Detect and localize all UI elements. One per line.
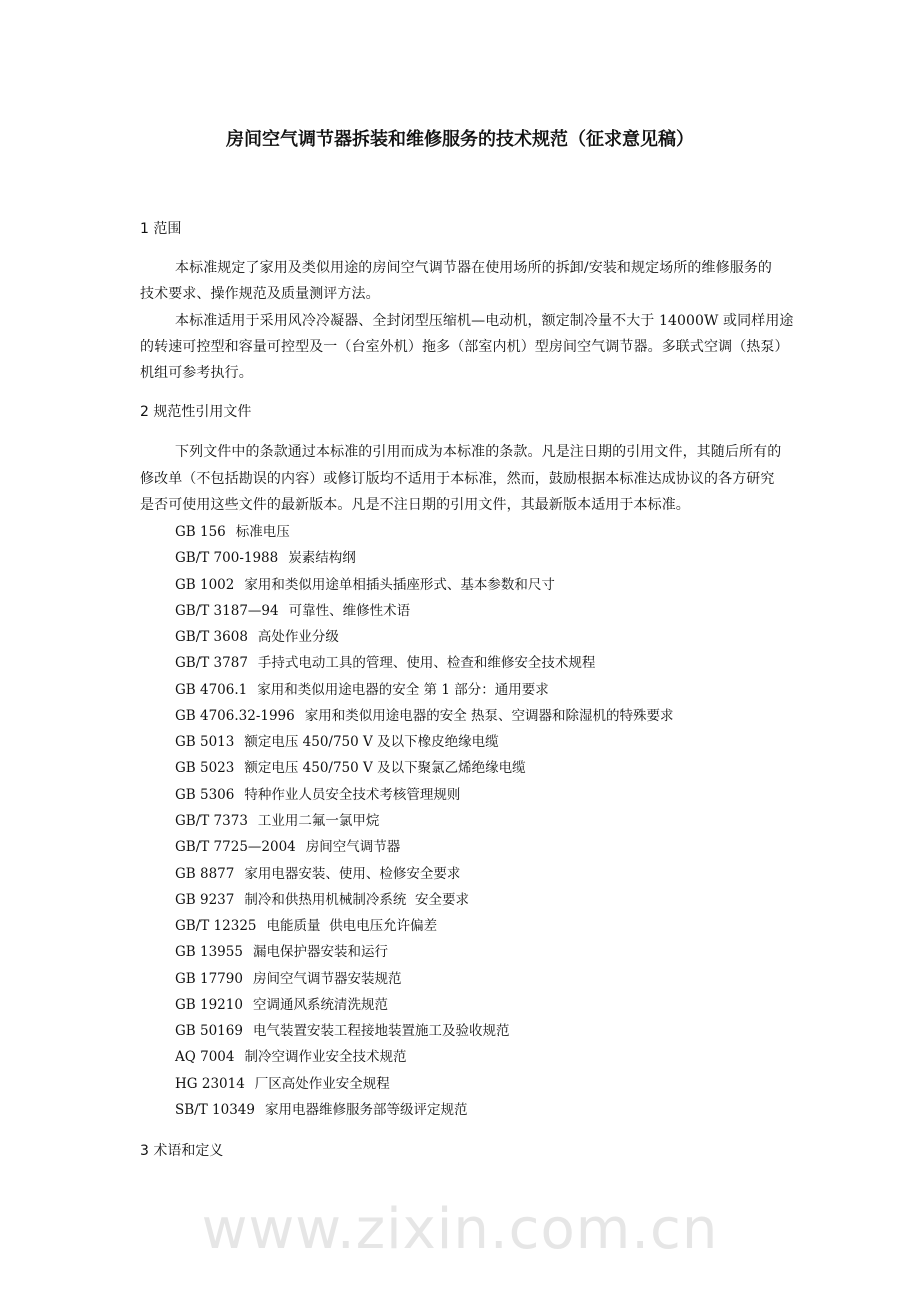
reference-item: [175, 680, 549, 700]
paragraph-line: 修改单（不包括勘误的内容）或修订版均不适用于本标准，然而，鼓励根据本标准达成协议的各方研究: [140, 471, 775, 487]
reference-item: [175, 522, 290, 542]
reference-item: [175, 864, 460, 884]
reference-name: 房间空气调节器: [305, 839, 401, 856]
reference-code: GB 5023: [175, 760, 235, 777]
reference-code: AQ 7004: [175, 1049, 235, 1066]
reference-code: GB 8877: [175, 865, 235, 882]
reference-name: 手持式电动工具的管理、使用、检查和维修安全技术规程: [257, 655, 596, 672]
paragraph-line: 技术要求、操作规范及质量测评方法。: [140, 286, 380, 302]
reference-item: [175, 837, 400, 857]
reference-code: GB 5013: [175, 734, 235, 751]
paragraph-line: 本标准规定了家用及类似用途的房间空气调节器在使用场所的拆卸/安装和规定场所的维修服务的: [175, 260, 773, 276]
reference-item: [175, 785, 460, 805]
reference-item: [175, 706, 674, 726]
reference-code: GB/T 700-1988: [175, 550, 279, 567]
reference-name: 厂区高处作业安全规程: [254, 1075, 390, 1092]
reference-code: GB/T 3787: [175, 655, 248, 672]
reference-code: GB/T 3187—94: [175, 602, 279, 619]
reference-item: [175, 916, 437, 936]
reference-name: 家用和类似用途电器的安全 热泵、空调器和除湿机的特殊要求: [304, 707, 674, 724]
reference-code: SB/T 10349: [175, 1101, 255, 1118]
reference-item: [175, 548, 356, 568]
paragraph-line: 下列文件中的条款通过本标准的引用而成为本标准的条款。凡是注日期的引用文件，其随后所有的: [175, 444, 782, 460]
reference-item: [175, 1047, 406, 1067]
reference-name: 高处作业分级: [257, 629, 339, 646]
reference-code: GB/T 7725—2004: [175, 839, 296, 856]
reference-item: [175, 575, 555, 595]
reference-item: [175, 1021, 509, 1041]
reference-name: 家用和类似用途单相插头插座形式、基本参数和尺寸: [244, 576, 555, 593]
watermark: www.zixin.com.cn: [201, 1197, 719, 1262]
reference-name: 漏电保护器安装和运行: [252, 944, 388, 961]
reference-name: 额定电压 450/750 V 及以下聚氯乙烯绝缘电缆: [244, 760, 526, 777]
reference-name: 炭素结构纲: [288, 550, 356, 567]
section-heading-normative-references: 2 规范性引用文件: [140, 404, 252, 420]
reference-item: [175, 942, 388, 962]
reference-name: 家用电器维修服务部等级评定规范: [264, 1101, 468, 1118]
reference-name: 房间空气调节器安装规范: [252, 970, 402, 987]
reference-name: 特种作业人员安全技术考核管理规则: [244, 786, 461, 803]
reference-item: [175, 890, 469, 910]
reference-code: GB 4706.1: [175, 681, 248, 698]
reference-code: GB 156: [175, 524, 226, 540]
reference-code: GB/T 7373: [175, 812, 248, 829]
reference-name: 家用电器安装、使用、检修安全要求: [244, 865, 461, 882]
reference-code: GB 50169: [175, 1023, 243, 1040]
reference-code: GB 19210: [175, 996, 243, 1013]
paragraph-line: 的转速可控型和容量可控型及一（台室外机）拖多（部室内机）型房间空气调节器。多联式空调（热泵）: [140, 339, 789, 355]
reference-code: HG 23014: [175, 1075, 245, 1092]
reference-code: GB/T 3608: [175, 629, 248, 646]
reference-code: GB 4706.32-1996: [175, 707, 295, 724]
reference-item: [175, 1074, 390, 1094]
paragraph-line: 本标准适用于采用风冷冷凝器、全封闭型压缩机—电动机，额定制冷量不大于 14000W 或同样用途: [175, 313, 794, 329]
reference-item: [175, 811, 379, 831]
reference-item: [175, 758, 526, 778]
reference-name: 电能质量 供电电压允许偏差: [266, 918, 438, 935]
reference-code: GB 5306: [175, 786, 235, 803]
reference-code: GB 1002: [175, 576, 235, 593]
reference-name: 可靠性、维修性术语: [288, 602, 411, 619]
reference-item: [175, 969, 401, 989]
reference-item: [175, 627, 339, 647]
reference-name: 空调通风系统清洗规范: [252, 996, 388, 1013]
reference-name: 家用和类似用途电器的安全 第 1 部分：通用要求: [257, 681, 549, 698]
reference-name: 制冷和供热用机械制冷系统 安全要求: [244, 891, 469, 908]
reference-item: [175, 601, 410, 621]
reference-item: [175, 732, 499, 752]
reference-name: 工业用二氟一氯甲烷: [257, 812, 380, 829]
document-title: 房间空气调节器拆装和维修服务的技术规范（征求意见稿）: [226, 129, 694, 150]
reference-code: GB/T 12325: [175, 918, 257, 935]
paragraph-line: 是否可使用这些文件的最新版本。凡是不注日期的引用文件，其最新版本适用于本标准。: [140, 497, 690, 513]
section-heading-scope: 1 范围: [140, 221, 182, 237]
reference-name: 电气装置安装工程接地装置施工及验收规范: [252, 1023, 510, 1040]
reference-code: GB 17790: [175, 970, 243, 987]
reference-code: GB 9237: [175, 891, 235, 908]
reference-item: [175, 653, 595, 673]
paragraph-line: 机组可参考执行。: [140, 365, 253, 381]
reference-item: [175, 995, 388, 1015]
reference-name: 标准电压: [235, 524, 290, 540]
section-heading-terms: 3 术语和定义: [140, 1143, 224, 1159]
reference-code: GB 13955: [175, 944, 243, 961]
reference-item: [175, 1100, 467, 1120]
reference-name: 制冷空调作业安全技术规范: [244, 1049, 407, 1066]
reference-name: 额定电压 450/750 V 及以下橡皮绝缘电缆: [244, 734, 499, 751]
